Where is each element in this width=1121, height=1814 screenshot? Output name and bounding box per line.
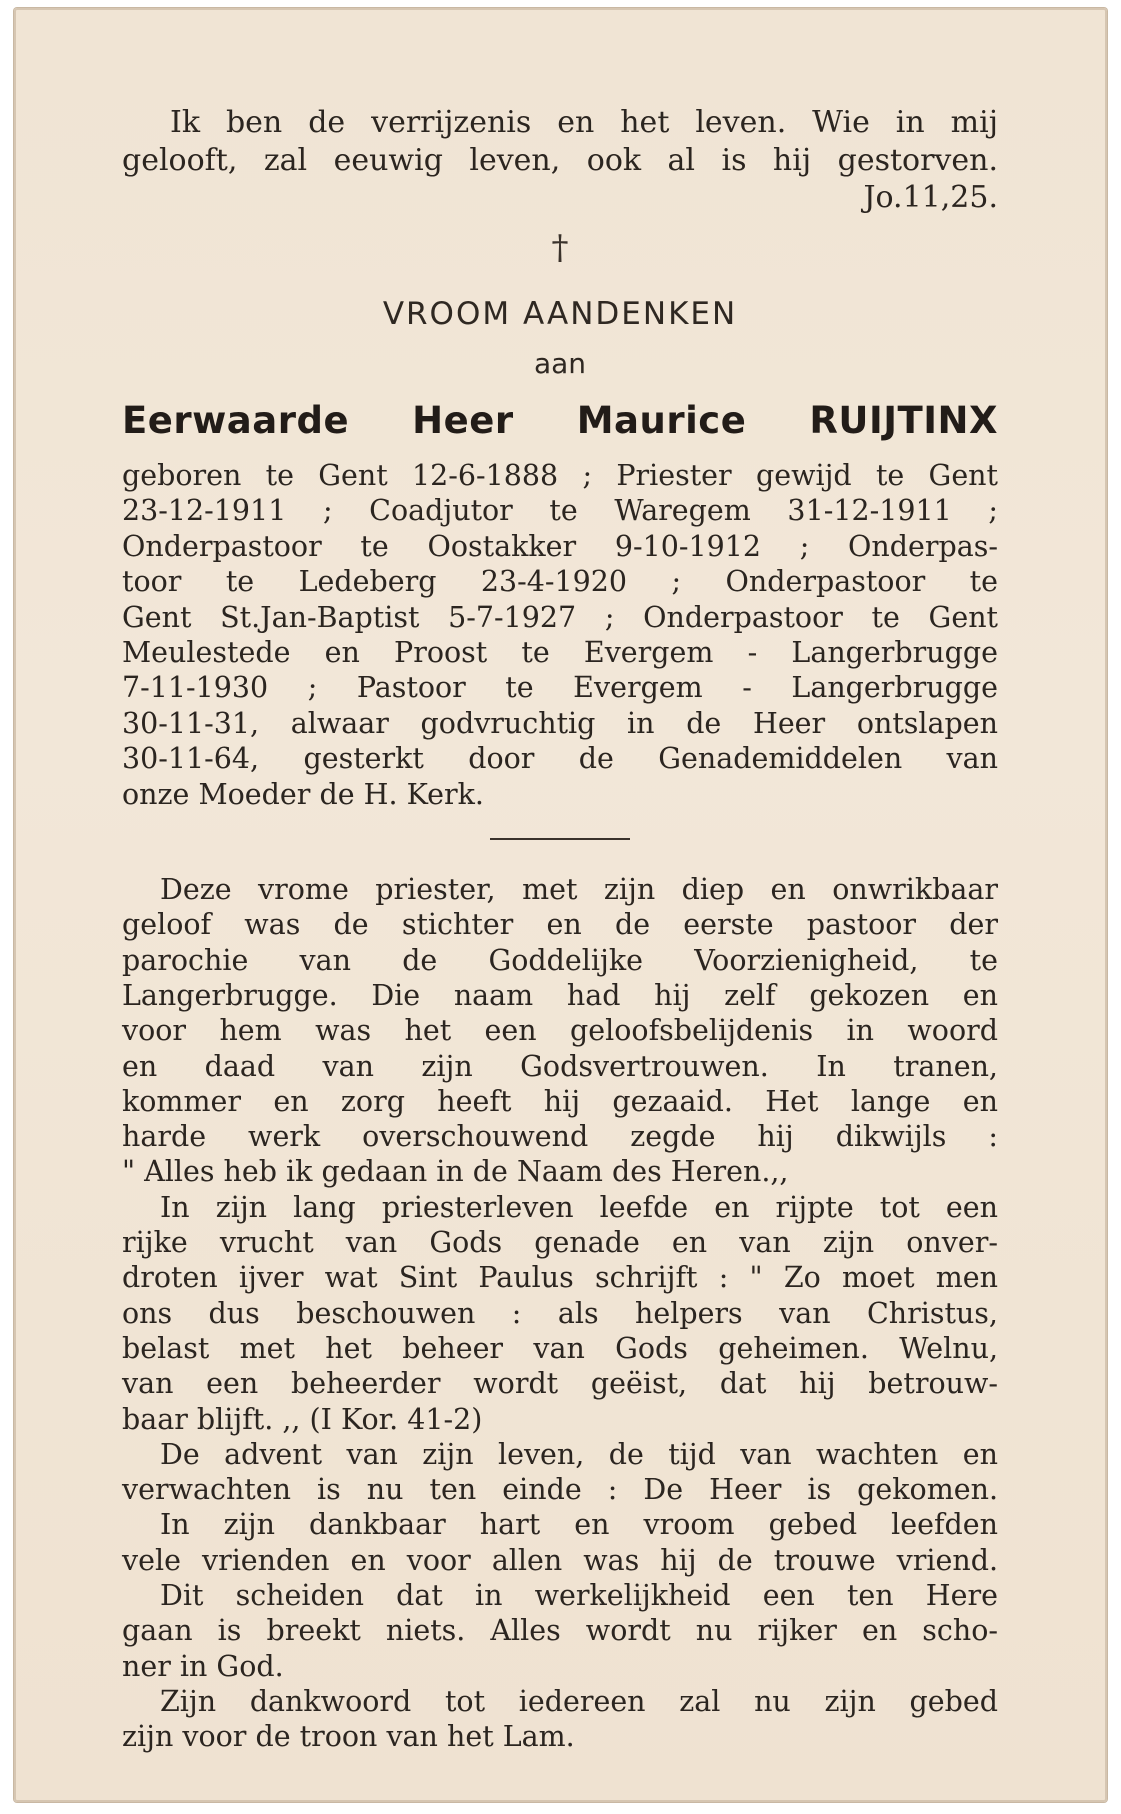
tribute-line: gaan is breekt niets. Alles wordt nu rijker en scho-: [122, 1614, 998, 1648]
epigraph-line-2: gelooft, zal eeuwig leven, ook al is hij gestorven.: [122, 143, 998, 178]
biography-line: 7-11-1930 ; Pastoor te Evergem - Langerbrugge: [122, 671, 998, 705]
biography-line: Meulestede en Proost te Evergem - Langerbrugge: [122, 636, 998, 670]
biography-line: 30-11-31, alwaar godvruchtig in de Heer ontslapen: [122, 706, 998, 740]
cross-icon: †: [551, 228, 569, 268]
tribute-line: rijke vrucht van Gods genade en van zijn onver-: [122, 1226, 998, 1260]
scripture-reference: Jo.11,25.: [863, 180, 998, 215]
tribute-line: De advent van zijn leven, de tijd van wachten en: [160, 1437, 998, 1471]
tribute-line: droten ijver wat Sint Paulus schrijft : " Zo moet men: [122, 1261, 998, 1295]
biography-line: Onderpastoor te Oostakker 9-10-1912 ; Onderpas-: [122, 529, 998, 563]
tribute-line: geloof was de stichter en de eerste pastoor der: [122, 908, 998, 942]
biography-line: Gent St.Jan-Baptist 5-7-1927 ; Onderpastoor te Gent: [122, 600, 998, 634]
biography-line: toor te Ledeberg 23-4-1920 ; Onderpastoor te: [122, 565, 998, 599]
tribute-line: vele vrienden en voor allen was hij de trouwe vriend.: [122, 1543, 998, 1577]
tribute-line: parochie van de Goddelijke Voorzienigheid, te: [122, 943, 998, 977]
biography-line: geboren te Gent 12-6-1888 ; Priester gewijd te Gent: [122, 459, 998, 492]
tribute-line: In zijn lang priesterleven leefde en rijpte tot een: [160, 1190, 998, 1224]
card-content: [122, 104, 998, 1754]
biography-line: 23-12-1911 ; Coadjutor te Waregem 31-12-1911 ;: [122, 494, 998, 528]
tribute-line: Dit scheiden dat in werkelijkheid een ten Here: [160, 1579, 998, 1612]
memorial-card: [14, 8, 1107, 1802]
tribute-line: baar blijft. ,, (I Kor. 41-2): [122, 1402, 483, 1436]
deceased-name: Eerwaarde Heer Maurice RUIJTINX: [122, 399, 998, 442]
tribute-line: van een beheerder wordt geëist, dat hij betrouw-: [122, 1367, 998, 1401]
tribute-line: ner in God.: [122, 1649, 284, 1683]
card-subheading: aan: [533, 347, 587, 380]
epigraph: [122, 104, 998, 180]
tribute-line: zijn voor de troon van het Lam.: [122, 1720, 575, 1754]
biography-line: onze Moeder de H. Kerk.: [122, 777, 484, 811]
tribute-line: Langerbrugge. Die naam had hij zelf gekozen en: [122, 978, 998, 1012]
tribute-line: Deze vrome priester, met zijn diep en onwrikbaar: [160, 873, 998, 907]
tribute-line: en daad van zijn Godsvertrouwen. In tranen,: [122, 1049, 998, 1083]
tribute-line: In zijn dankbaar hart en vroom gebed leefden: [160, 1508, 998, 1542]
tribute-line: voor hem was het een geloofsbelijdenis in woord: [122, 1014, 998, 1048]
biography: [122, 458, 998, 812]
tribute-line: Zijn dankwoord tot iedereen zal nu zijn gebed: [160, 1684, 998, 1718]
tribute-line: " Alles heb ik gedaan in de Naam des Heren.,,: [122, 1155, 789, 1189]
biography-line: 30-11-64, gesterkt door de Genademiddelen van: [122, 742, 998, 776]
tribute-line: ons dus beschouwen : als helpers van Christus,: [122, 1296, 998, 1330]
tribute-line: verwachten is nu ten einde : De Heer is gekomen.: [122, 1473, 998, 1507]
card-heading: VROOM AANDENKEN: [382, 296, 738, 332]
tribute-line: kommer en zorg heeft hij gezaaid. Het lange en: [122, 1084, 998, 1118]
section-divider: [490, 838, 630, 840]
tribute-line: harde werk overschouwend zegde hij dikwijls :: [122, 1120, 998, 1154]
epigraph-line-1: Ik ben de verrijzenis en het leven. Wie in mij: [170, 105, 998, 140]
tribute-text: [122, 872, 998, 1754]
tribute-line: belast met het beheer van Gods geheimen. Welnu,: [122, 1331, 998, 1365]
